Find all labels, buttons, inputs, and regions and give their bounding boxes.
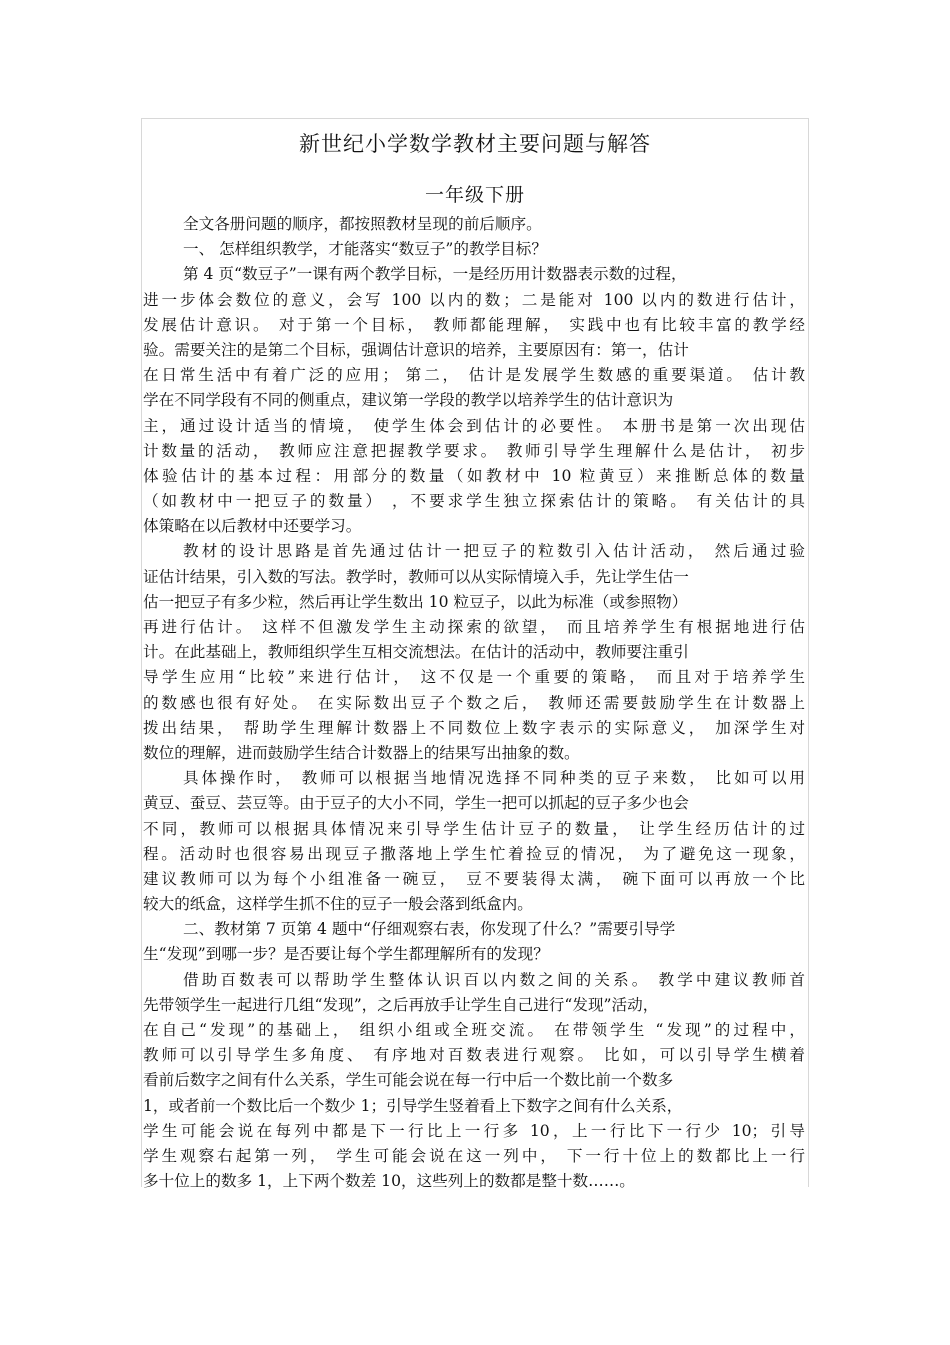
text-line: 二、教材第 7 页第 4 题中“仔细观察右表，你发现了什么？”需要引导学	[183, 920, 676, 939]
text-line: 体策略在以后教材中还要学习。	[143, 517, 362, 536]
text-line: 估一把豆子有多少粒，然后再让学生数出 10 粒豆子，以此为标准（或参照物）	[143, 592, 688, 611]
text-line: 在日常生活中有着广泛的应用； 第二， 估计是发展学生数感的重要渠道。 估计教	[143, 366, 805, 385]
text-line: 不同，教师可以根据具体情况来引导学生估计豆子的数量， 让学生经历估计的过	[143, 819, 805, 838]
text-line: 的数感也很有好处。 在实际数出豆子个数之后， 教师还需要鼓励学生在计数器上	[143, 693, 805, 712]
text-line: 再进行估计。 这样不但激发学生主动探索的欲望， 而且培养学生有根据地进行估	[143, 618, 805, 636]
document-title: 新世纪小学数学教材主要问题与解答	[299, 132, 651, 156]
text-line: 一、 怎样组织教学，才能落实“数豆子”的教学目标？	[183, 240, 547, 259]
text-line: 验。需要关注的是第二个目标，强调估计意识的培养，主要原因有：第一，估计	[143, 340, 689, 359]
text-line: 主，通过设计适当的情境， 使学生体会到估计的必要性。 本册书是第一次出现估	[143, 416, 805, 435]
text-line: 1，或者前一个数比后一个数少 1；引导学生竖着看上下数字之间有什么关系，	[143, 1096, 683, 1115]
document-body	[143, 212, 805, 1194]
text-line: 程。活动时也很容易出现豆子撒落地上学生忙着捡豆的情况， 为了避免这一现象，	[143, 844, 805, 863]
document-subtitle: 一年级下册	[424, 184, 525, 206]
text-line: 黄豆、蚕豆、芸豆等。由于豆子的大小不同，学生一把可以抓起的豆子多少也会	[143, 794, 689, 813]
text-line: 进一步体会数位的意义，会写 100 以内的数；二是能对 100 以内的数进行估计，	[143, 290, 805, 309]
text-line: 拨出结果， 帮助学生理解计数器上不同数位上数字表示的实际意义， 加深学生对	[143, 718, 805, 737]
text-line: 学生可能会说在每列中都是下一行比上一行多 10，上一行比下一行少 10；引导	[143, 1121, 805, 1140]
text-line: 具体操作时， 教师可以根据当地情况选择不同种类的豆子来数， 比如可以用	[183, 769, 805, 788]
text-line: 证估计结果，引入数的写法。教学时，教师可以从实际情境入手，先让学生估一	[143, 567, 689, 586]
text-line: 体验估计的基本过程：用部分的数量（如教材中 10 粒黄豆）来推断总体的数量	[143, 466, 805, 485]
text-line: 全文各册问题的顺序，都按照教材呈现的前后顺序。	[183, 215, 542, 233]
text-line: 生“发现”到哪一步？是否要让每个学生都理解所有的发现？	[143, 945, 549, 964]
text-line: 计。在此基础上，教师组织学生互相交流想法。在估计的活动中，教师要注重引	[143, 643, 689, 662]
text-line: 借助百数表可以帮助学生整体认识百以内数之间的关系。 教学中建议教师首	[183, 970, 805, 989]
text-line: 教师可以引导学生多角度、 有序地对百数表进行观察。 比如，可以引导学生横着	[143, 1046, 805, 1065]
text-line: （如教材中一把豆子的数量） ，不要求学生独立探索估计的策略。 有关估计的具	[143, 492, 805, 511]
text-line: 数位的理解，进而鼓励学生结合计数器上的结果写出抽象的数。	[143, 743, 580, 762]
text-line: 较大的纸盒，这样学生抓不住的豆子一般会落到纸盒内。	[143, 895, 533, 914]
text-line: 看前后数字之间有什么关系，学生可能会说在每一行中后一个数比前一个数多	[143, 1071, 674, 1090]
text-line: 学在不同学段有不同的侧重点，建议第一学段的教学以培养学生的估计意识为	[143, 391, 674, 410]
text-line: 先带领学生一起进行几组“发现”，之后再放手让学生自己进行“发现”活动，	[143, 995, 659, 1014]
text-line: 第 4 页“数豆子”一课有两个教学目标，一是经历用计数器表示数的过程，	[183, 265, 687, 284]
text-line: 在自己“发现”的基础上， 组织小组或全班交流。 在带领学生 “发现”的过程中，	[143, 1021, 805, 1039]
text-line: 建议教师可以为每个小组准备一碗豆， 豆不要装得太满， 碗下面可以再放一个比	[143, 869, 805, 888]
text-line: 发展估计意识。 对于第一个目标， 教师都能理解， 实践中也有比较丰富的教学经	[143, 315, 805, 334]
text-line: 学生观察右起第一列， 学生可能会说在这一列中， 下一行十位上的数都比上一行	[143, 1146, 805, 1165]
text-line: 计数量的活动， 教师应注意把握教学要求。 教师引导学生理解什么是估计， 初步	[143, 441, 805, 460]
text-line: 教材的设计思路是首先通过估计一把豆子的粒数引入估计活动， 然后通过验	[183, 542, 805, 561]
text-line: 多十位上的数多 1，上下两个数差 10，这些列上的数都是整十数……。	[143, 1172, 635, 1191]
text-line: 导学生应用“比较”来进行估计， 这不仅是一个重要的策略， 而且对于培养学生	[143, 668, 805, 687]
